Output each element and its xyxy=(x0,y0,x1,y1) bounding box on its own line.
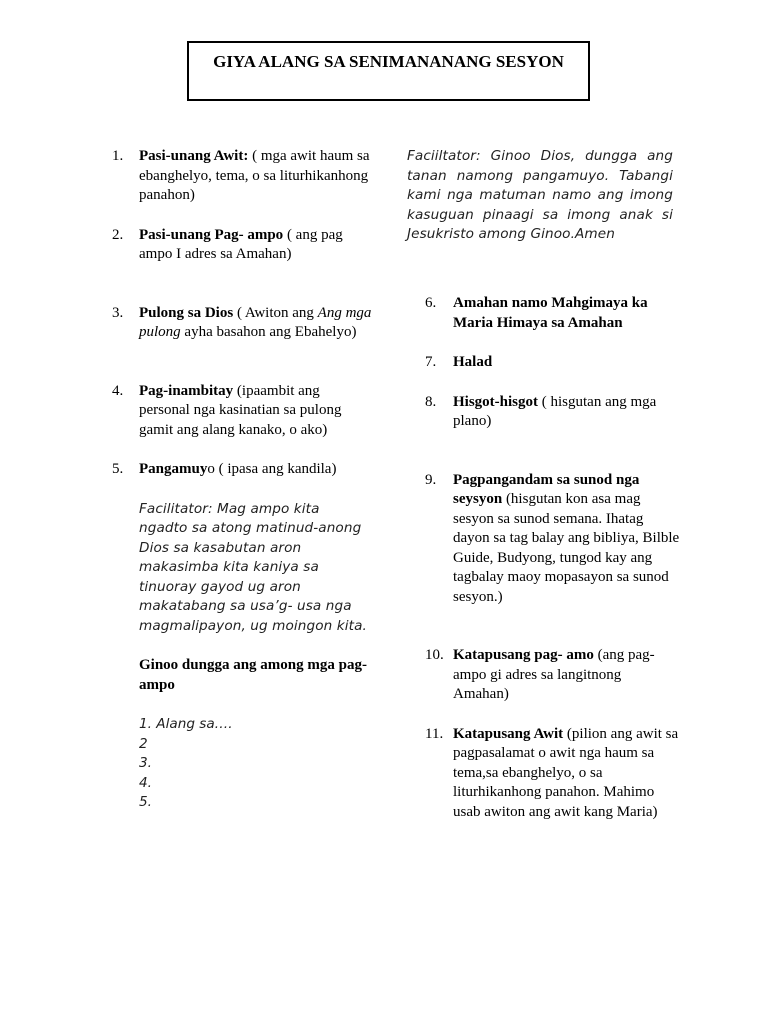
item-number: 11. xyxy=(425,725,444,742)
list-item xyxy=(425,294,680,333)
item-text: (ang pag- ampo gi adres sa langitnong Amahan) xyxy=(453,647,655,702)
left-column xyxy=(112,147,372,813)
item-number: 2. xyxy=(112,226,124,243)
list-item xyxy=(112,304,372,343)
list-item xyxy=(425,725,680,823)
page-title: GIYA ALANG SA SENIMANANANG SESYON xyxy=(187,41,590,101)
item-heading: Pangamuy xyxy=(139,461,208,477)
intention-item: 2 xyxy=(139,735,148,752)
item-heading: Katapusang pag- amo xyxy=(453,647,594,663)
item-text-italic: Ang mga pulong xyxy=(139,304,372,340)
item-text: (ipaambit ang personal nga kasinatian sa pulong gamit ang alang kanako, o ako) xyxy=(139,382,342,438)
intention-item: 3. xyxy=(139,755,152,771)
item-heading: Amahan namo Mahgimaya ka Maria Himaya sa Amahan xyxy=(453,295,648,331)
item-text: ayha basahon ang Ebahelyo) xyxy=(180,324,357,340)
list-item xyxy=(425,353,680,373)
list-item xyxy=(425,646,680,705)
facilitator-prayer: Facilitator: Mag ampo kita ngadto sa atong matinud-anong Dios sa kasabutan aron makasimba kita kaniya sa tinuoray gayod ug aron makatabang sa usa’g- usa nga magmalipayon, ug moingon kita. xyxy=(139,500,367,634)
item-heading: Pag-inambitay xyxy=(139,382,234,399)
item-heading: Pagpangandam sa sunod nga seysyon xyxy=(453,471,640,507)
list-item xyxy=(112,226,372,265)
list-item xyxy=(425,471,680,608)
item-number: 5. xyxy=(112,461,124,477)
response-line: Ginoo dungga ang among mga pag-ampo xyxy=(139,657,367,693)
item-number: 4. xyxy=(112,382,124,399)
item-number: 7. xyxy=(425,354,437,370)
item-text: ( ang pag ampo I adres sa Amahan) xyxy=(139,226,343,262)
item-heading: Pasi-unang Awit: xyxy=(139,148,249,164)
closing-facilitator-prayer: Faciiltator: Ginoo Dios, dungga ang tanan namong pangamuyo. Tabangi kami nga matuman namo ang imong kasuguan pinaagi sa imong anak si Jesukristo among Ginoo.Amen xyxy=(407,148,673,242)
intention-item: 5. xyxy=(139,794,152,810)
item-text: o ( ipasa ang kandila) xyxy=(207,461,337,477)
item-heading: Katapusang Awit xyxy=(453,725,564,742)
item-heading: Pulong sa Dios xyxy=(139,304,234,321)
item-number: 10. xyxy=(425,647,444,663)
right-column xyxy=(425,294,680,822)
item-number: 9. xyxy=(425,471,437,488)
item-heading: Hisgot-hisgot xyxy=(453,393,539,410)
list-item xyxy=(425,393,680,432)
item-text: ( Awiton ang xyxy=(233,304,318,321)
item-text: ( mga awit haum sa ebanghelyo, tema, o sa liturhikanhong panahon) xyxy=(139,148,370,203)
item-text: (pilion ang awit sa pagpasalamat o awit nga haum sa tema,sa ebanghelyo, o sa liturhikanhong panahon. Mahimo usab awiton ang awit kang Maria) xyxy=(453,725,679,820)
item-number: 3. xyxy=(112,304,124,321)
intention-list xyxy=(112,715,372,813)
intention-item: 1. Alang sa…. xyxy=(139,716,233,732)
item-number: 1. xyxy=(112,148,124,164)
item-heading: Halad xyxy=(453,354,493,370)
list-item xyxy=(112,460,372,480)
item-heading: Pasi-unang Pag- ampo xyxy=(139,226,284,243)
item-number: 8. xyxy=(425,393,437,410)
list-item xyxy=(112,382,372,441)
item-number: 6. xyxy=(425,295,437,311)
intention-item: 4. xyxy=(139,774,152,791)
item-text: ( hisgutan ang mga plano) xyxy=(453,393,657,429)
item-text: (hisgutan kon asa mag sesyon sa sunod semana. Ihatag dayon sa tag balay ang bibliya, Bilble Guide, Budyong, tungod kay ang tagbalay maoy mopasayon sa sunod sesyon.) xyxy=(453,491,680,605)
list-item xyxy=(112,147,372,206)
